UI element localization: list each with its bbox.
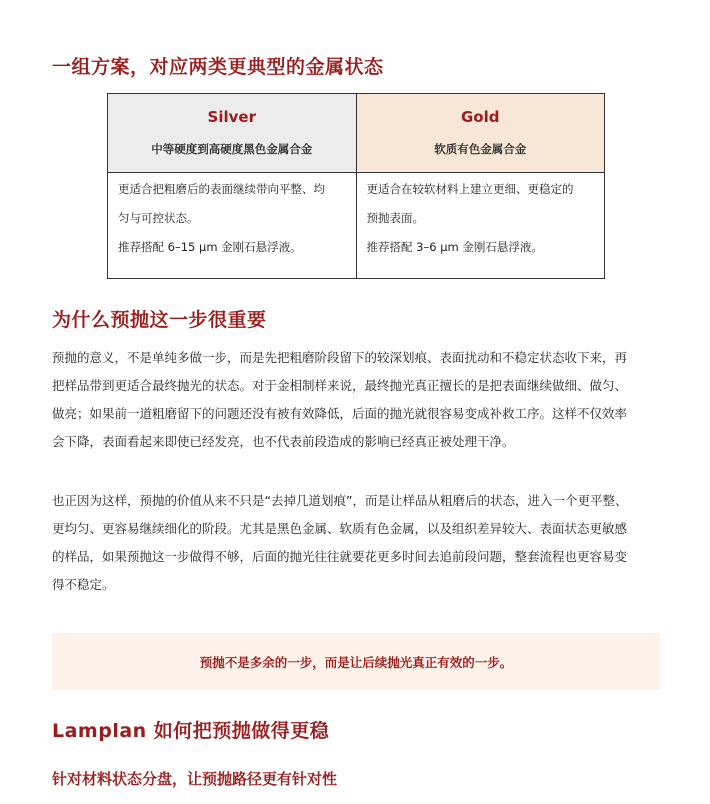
comparison-body-row	[108, 173, 605, 279]
silver-description-cell	[108, 173, 357, 279]
section-heading-lamplan: Lamplan 如何把预抛做得更稳	[52, 720, 330, 742]
paragraph-line: 的样品，如果预抛这一步做得不够，后面的抛光往往就要花更多时间去追前段问题，整套流程也更容易变	[52, 549, 628, 564]
silver-subtitle: 中等硬度到高硬度黑色金属合金	[151, 142, 313, 156]
paragraph-line: 做亮；如果前一道粗磨留下的问题还没有被有效降低，后面的抛光就很容易变成补救工序。这样不仅效率	[52, 406, 628, 421]
gold-desc-line: 更适合在较软材料上建立更细、更稳定的	[366, 182, 574, 196]
paragraph-line: 更均匀、更容易继续细化的阶段。尤其是黑色金属、软质有色金属，以及组织差异较大、表面状态更敏感	[52, 521, 628, 536]
silver-title: Silver	[207, 108, 256, 126]
paragraph-line: 得不稳定。	[52, 577, 115, 592]
paragraph-line: 预抛的意义，不是单纯多做一步，而是先把粗磨阶段留下的较深划痕、表面扰动和不稳定状态收下来，再	[52, 350, 628, 365]
paragraph-line: 会下降，表面看起来即使已经发亮，也不代表前段造成的影响已经真正被处理干净。	[52, 434, 515, 449]
callout-box	[52, 633, 660, 690]
silver-header-cell	[108, 94, 357, 173]
section-heading-why-prepolish: 为什么预抛这一步很重要	[52, 309, 267, 331]
gold-subtitle: 软质有色金属合金	[434, 142, 527, 156]
gold-title: Gold	[461, 108, 500, 126]
gold-desc-line: 预抛表面。	[366, 211, 424, 225]
paragraph-line: 也正因为这样，预抛的价值从来不只是“去掉几道划痕”，而是让样品从粗磨后的状态，进入一个更平整、	[52, 493, 628, 508]
gold-header-cell	[356, 94, 605, 173]
silver-desc-line: 匀与可控状态。	[118, 211, 199, 225]
gold-description-cell	[356, 173, 605, 279]
gold-recommendation: 推荐搭配 3–6 μm 金刚石悬浮液。	[366, 240, 543, 254]
silver-desc-line: 更适合把粗磨后的表面继续带向平整、均	[118, 182, 325, 196]
silver-recommendation: 推荐搭配 6–15 μm 金刚石悬浮液。	[118, 240, 302, 254]
comparison-table	[107, 93, 605, 279]
subheading-material-discs: 针对材料状态分盘，让预抛路径更有针对性	[52, 770, 338, 788]
section-heading-solutions: 一组方案，对应两类更典型的金属状态	[52, 56, 384, 78]
paragraph-line: 把样品带到更适合最终抛光的状态。对于金相制样来说，最终抛光真正擅长的是把表面继续做细、做匀、	[52, 378, 628, 393]
comparison-header-row	[108, 94, 605, 173]
callout-text: 预抛不是多余的一步，而是让后续抛光真正有效的一步。	[199, 654, 513, 670]
paragraph-2	[52, 487, 660, 599]
paragraph-1	[52, 344, 660, 456]
